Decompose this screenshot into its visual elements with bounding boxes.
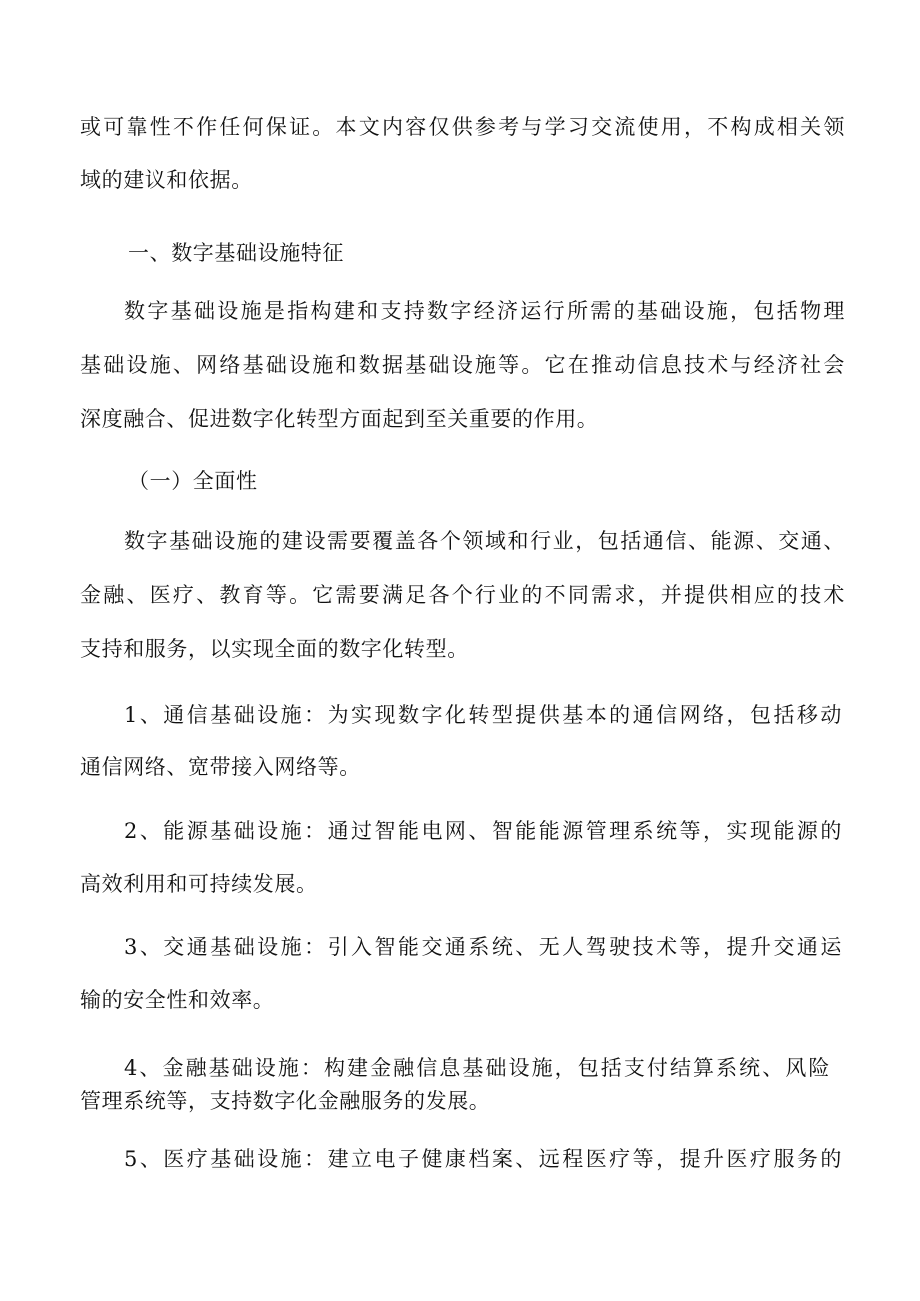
list-item-5-line-1: 5、医疗基础设施：建立电子健康档案、远程医疗等，提升医疗服务的 [124, 1147, 842, 1171]
list-item-2-line-1: 2、能源基础设施：通过智能电网、智能能源管理系统等，实现能源的 [124, 819, 842, 843]
paragraph-definition-line-3: 深度融合、促进数字化转型方面起到至关重要的作用。 [80, 407, 599, 431]
paragraph-definition-line-1: 数字基础设施是指构建和支持数字经济运行所需的基础设施，包括物理 [124, 299, 845, 323]
paragraph-disclaimer-line-2: 域的建议和依据。 [80, 168, 253, 192]
paragraph-comprehensive-line-1: 数字基础设施的建设需要覆盖各个领域和行业，包括通信、能源、交通、 [124, 529, 845, 553]
list-item-1-line-1: 1、通信基础设施：为实现数字化转型提供基本的通信网络，包括移动 [124, 703, 842, 727]
section-heading: 一、数字基础设施特征 [128, 241, 344, 265]
paragraph-comprehensive-line-3: 支持和服务，以实现全面的数字化转型。 [80, 637, 469, 661]
paragraph-disclaimer-line-1: 或可靠性不作任何保证。本文内容仅供参考与学习交流使用，不构成相关领 [80, 115, 845, 139]
list-item-4-line-2: 管理系统等，支持数字化金融服务的发展。 [80, 1089, 491, 1113]
list-item-3-line-1: 3、交通基础设施：引入智能交通系统、无人驾驶技术等，提升交通运 [124, 935, 842, 959]
list-item-1-line-2: 通信网络、宽带接入网络等。 [80, 755, 361, 779]
paragraph-definition-line-2: 基础设施、网络基础设施和数据基础设施等。它在推动信息技术与经济社会 [80, 353, 845, 377]
list-item-3-line-2: 输的安全性和效率。 [80, 988, 275, 1012]
list-item-4-line-1: 4、金融基础设施：构建金融信息基础设施，包括支付结算系统、风险 [124, 1056, 830, 1080]
paragraph-comprehensive-line-2: 金融、医疗、教育等。它需要满足各个行业的不同需求，并提供相应的技术 [80, 583, 845, 607]
list-item-2-line-2: 高效利用和可持续发展。 [80, 872, 318, 896]
subsection-heading: （一）全面性 [128, 469, 258, 493]
